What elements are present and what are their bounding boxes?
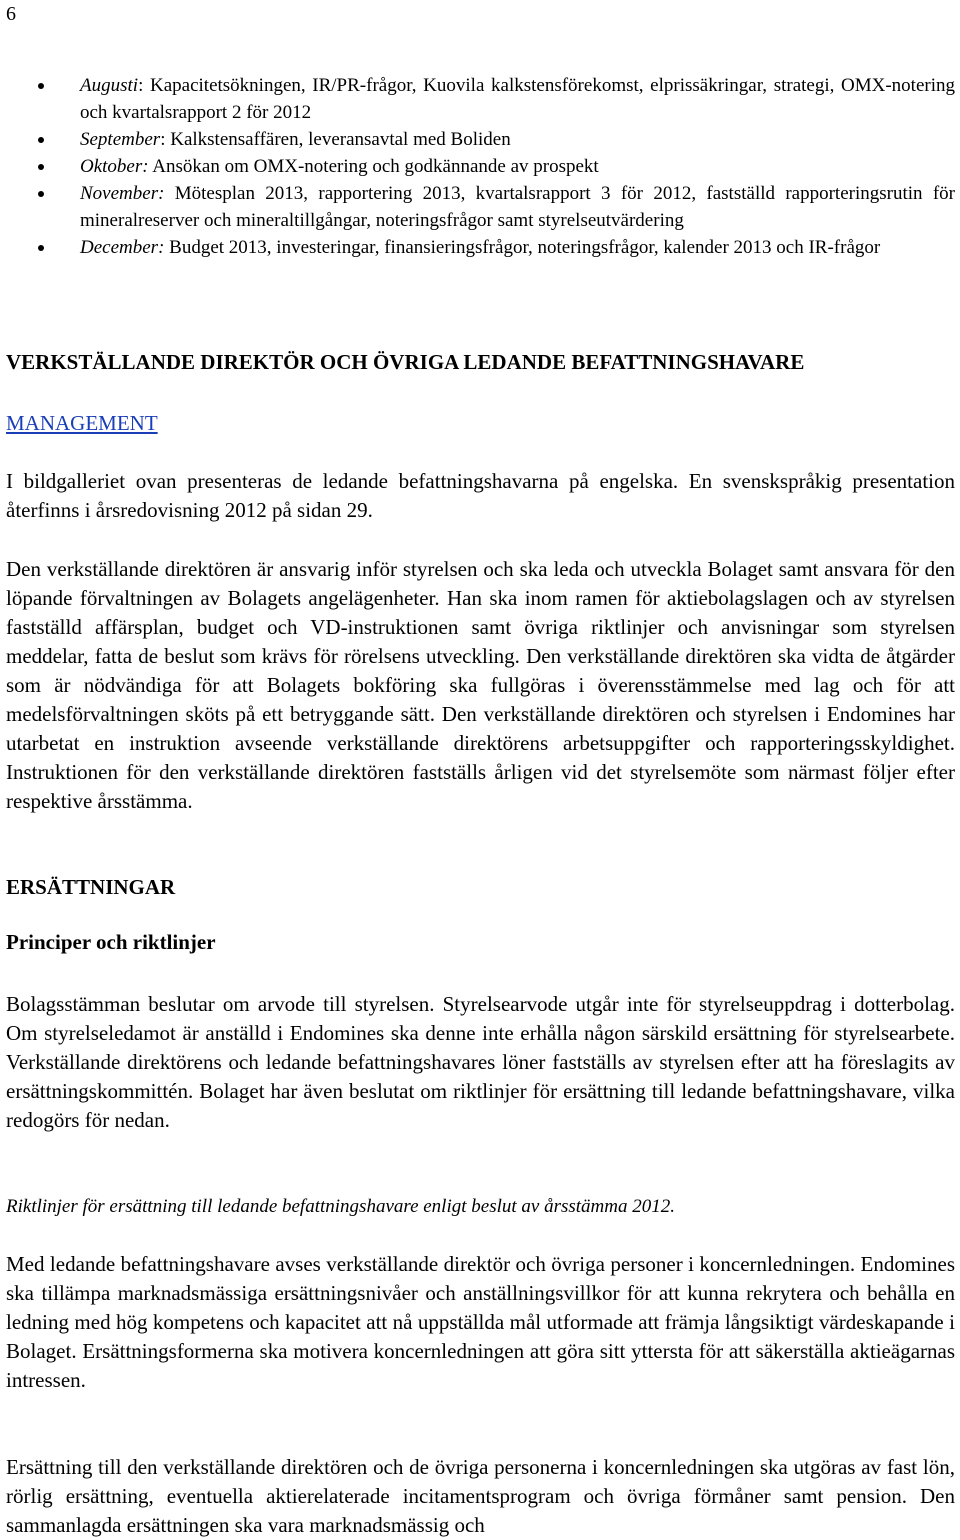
bullet-icon — [38, 245, 44, 251]
month-label: September — [80, 129, 161, 150]
list-item-text: Ansökan om OMX-notering och godkännande av prospekt — [148, 156, 599, 177]
ceo-compensation-paragraph: Ersättning till den verkställande direktören och de övriga personerna i koncernledningen ska utgöras av fast lön, rörlig ersättning, eventuella aktierelaterade incitamentsprogram och övriga förmåner samt pension. Den sammanlagda ersättningen ska vara marknadsmässig och — [6, 1455, 955, 1537]
guidelines-italic-line: Riktlinjer för ersättning till ledande befattningshavare enligt beslut av årsstämma 2012. — [6, 1196, 675, 1217]
board-fees-paragraph: Bolagsstämman beslutar om arvode till styrelsen. Styrelsearvode utgår inte för styrelseuppdrag i dotterbolag. Om styrelseledamot är anställd i Endomines ska denne inte erhålla någon särskild ersättning för styrelsearbete. Verkställande direktörens och ledande befattningshavares löner fastställs av styrelsen efter att ha föreslagits av ersättningskommittén. Bolaget har även beslutat om riktlinjer för ersättning till ledande befattningshavare, vilka redogörs för nedan. — [6, 992, 955, 1132]
month-label: December: — [80, 237, 165, 258]
list-item-text: Mötesplan 2013, rapportering 2013, kvartalsrapport 3 för 2012, fastställd rapporteringsrutin för mineralreserver och mineraltillgångar, noteringsfrågor samt styrelseutvärdering — [80, 183, 955, 231]
month-label: Oktober: — [80, 156, 149, 177]
list-item-text: Kalkstensaffären, leveransavtal med Boliden — [165, 129, 511, 150]
section-heading-management: VERKSTÄLLANDE DIREKTÖR OCH ÖVRIGA LEDANDE BEFATTNINGSHAVARE — [6, 350, 805, 374]
executives-paragraph: Med ledande befattningshavare avses verkställande direktör och övriga personer i koncernledningen. Endomines ska tillämpa marknadsmässiga ersättningsnivåer och anställningsvillkor för att kunna rekrytera och behålla en ledning med hög kompetens och kapacitet att nå uppställda mål utformade att främja långsiktigt värdeskapande i Bolaget. Ersättningsformerna ska motivera koncernledningen att göra sitt yttersta för att säkerställa aktieägarnas intressen. — [6, 1252, 955, 1392]
page-number: 6 — [6, 3, 16, 25]
month-label: Augusti — [80, 75, 139, 96]
list-item: September: Kalkstensaffären, leveransavtal med Boliden — [0, 126, 960, 153]
management-link[interactable]: MANAGEMENT — [6, 411, 158, 435]
list-item-text: Kapacitetsökningen, IR/PR-frågor, Kuovila kalkstensförekomst, elprissäkringar, strategi, OMX-notering och kvartalsrapport 2 för 2012 — [80, 75, 955, 123]
subheading-principles: Principer och riktlinjer — [6, 930, 216, 954]
bullet-icon — [38, 191, 44, 197]
ceo-responsibility-paragraph: Den verkställande direktören är ansvarig inför styrelsen och ska leda och utveckla Bolaget samt ansvara för den löpande förvaltningen av Bolagets angelägenheter. Han ska inom ramen för aktiebolagslagen och av styrelsen fastställd affärsplan, budget och VD-instruktionen samt övriga riktlinjer och anvisningar som styrelsen meddelar, fatta de beslut som krävs för rörelsens utveckling. Den verkställande direktören ska vidta de åtgärder som är nödvändiga för att Bolagets bokföring ska fullgöras i överensstämmelse med lag och för att medelsförvaltningen sköts på ett betryggande sätt. Den verkställande direktören och styrelsen i Endomines har utarbetat en instruktion avseende verkställande direktörens arbetsuppgifter och rapporteringsskyldighet. Instruktionen för den verkställande direktören fastställs årligen vid det styrelsemöte som närmast följer efter respektive årsstämma. — [6, 557, 955, 813]
bullet-icon — [38, 137, 44, 143]
list-item — [0, 180, 960, 234]
list-item — [0, 153, 960, 180]
section-heading-compensation: ERSÄTTNINGAR — [6, 875, 176, 899]
list-item-text: Budget 2013, investeringar, finansieringsfrågor, noteringsfrågor, kalender 2013 och IR-frågor — [164, 237, 881, 258]
list-item: Augusti: Kapacitetsökningen, IR/PR-frågor, Kuovila kalkstensförekomst, elprissäkringar, strategi, OMX-notering och kvartalsrapport 2 för 2012 — [0, 72, 960, 126]
bullet-icon — [38, 164, 44, 170]
gallery-paragraph: I bildgalleriet ovan presenteras de ledande befattningshavarna på engelska. En svenskspråkig presentation återfinns i årsredovisning 2012 på sidan 29. — [6, 469, 955, 522]
list-item — [0, 234, 960, 261]
month-label: November: — [80, 183, 165, 204]
board-agenda-list — [0, 72, 960, 261]
bullet-icon — [38, 83, 44, 89]
